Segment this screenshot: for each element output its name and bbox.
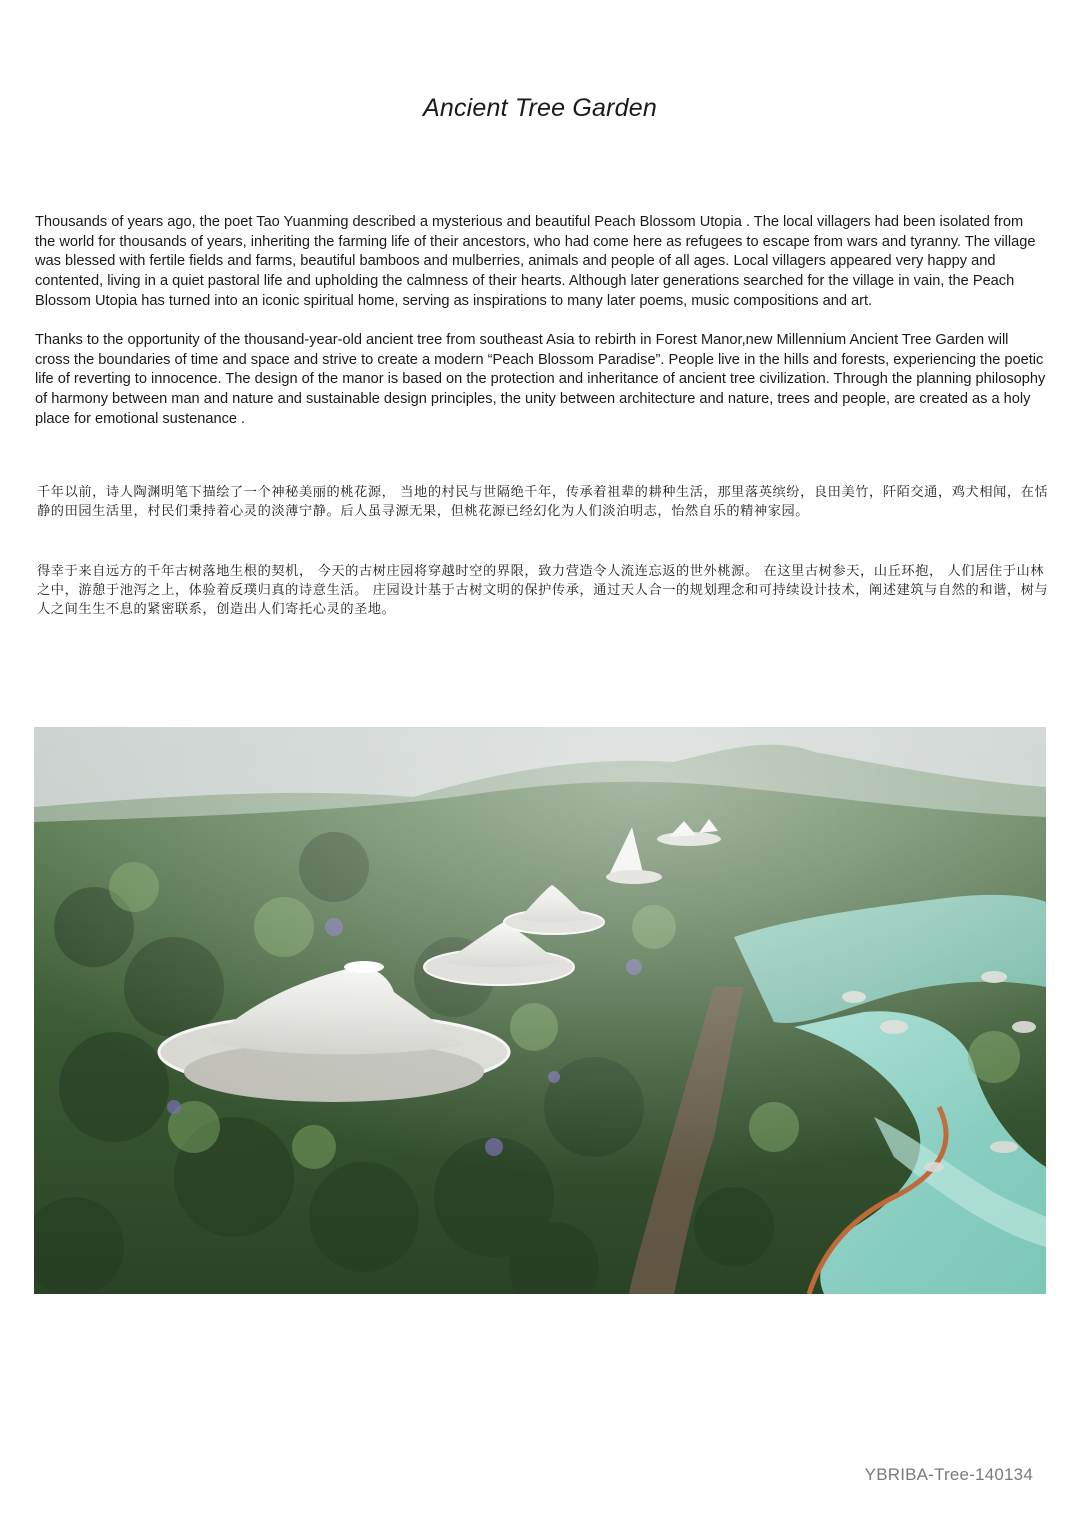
aerial-render-image bbox=[34, 727, 1046, 1294]
chinese-paragraph-1: 千年以前，诗人陶渊明笔下描绘了一个神秘美丽的桃花源， 当地的村民与世隔绝千年，传承着祖辈的耕种生活，那里落英缤纷，良田美竹，阡陌交通，鸡犬相闻，在恬静的田园生活里，村民们秉持着心灵的淡薄宁静。后人虽寻源无果，但桃花源已经幻化为人们淡泊明志，怡然自乐的精神家园。 bbox=[37, 485, 1049, 519]
page-title: Ancient Tree Garden bbox=[422, 94, 657, 122]
english-paragraph-1: Thousands of years ago, the poet Tao Yuanming described a mysterious and beautiful Peach Blossom Utopia . The local villagers had been isolated from the world for thousands of years, inheriting the farming life of their ancestors, who had come here as refugees to escape from wars and tyranny. The village was blessed with fertile fields and farms, beautiful bamboos and mulberries, animals and people of all ages. Local villagers appeared very happy and contented, living in a quiet pastoral life and upholding the calmness of their hearts. Although later generations searched for the village in vain, the Peach Blossom Utopia has turned into an iconic spiritual home, serving as inspirations to many later poems, music compositions and art. bbox=[35, 214, 1036, 309]
english-paragraph-2: Thanks to the opportunity of the thousand-year-old ancient tree from southeast Asia to rebirth in Forest Manor,new Millennium Ancient Tree Garden will cross the boundaries of time and space and strive to create a modern “Peach Blossom Paradise”. People live in the hills and forests, experiencing the poetic life of reverting to innocence. The design of the manor is based on the protection and inheritance of ancient tree civilization. Through the planning philosophy of harmony between man and nature and sustainable design principles, the unity between architecture and nature, trees and people, are created as a holy place for emotional sustenance . bbox=[35, 332, 1046, 427]
chinese-paragraph-2: 得幸于来自远方的千年古树落地生根的契机， 今天的古树庄园将穿越时空的界限，致力营造令人流连忘返的世外桃源。 在这里古树参天，山丘环抱， 人们居住于山林之中，游憩于池泻之上，体验着反璞归真的诗意生活。 庄园设计基于古树文明的保护传承，通过天人合一的规划理念和可持续设计技术，阐述建筑与自然的和谐，树与人之间生生不息的紧密联系，创造出人们寄托心灵的圣地。 bbox=[37, 564, 1049, 617]
entry-code: YBRIBA-Tree-140134 bbox=[864, 1465, 1033, 1484]
